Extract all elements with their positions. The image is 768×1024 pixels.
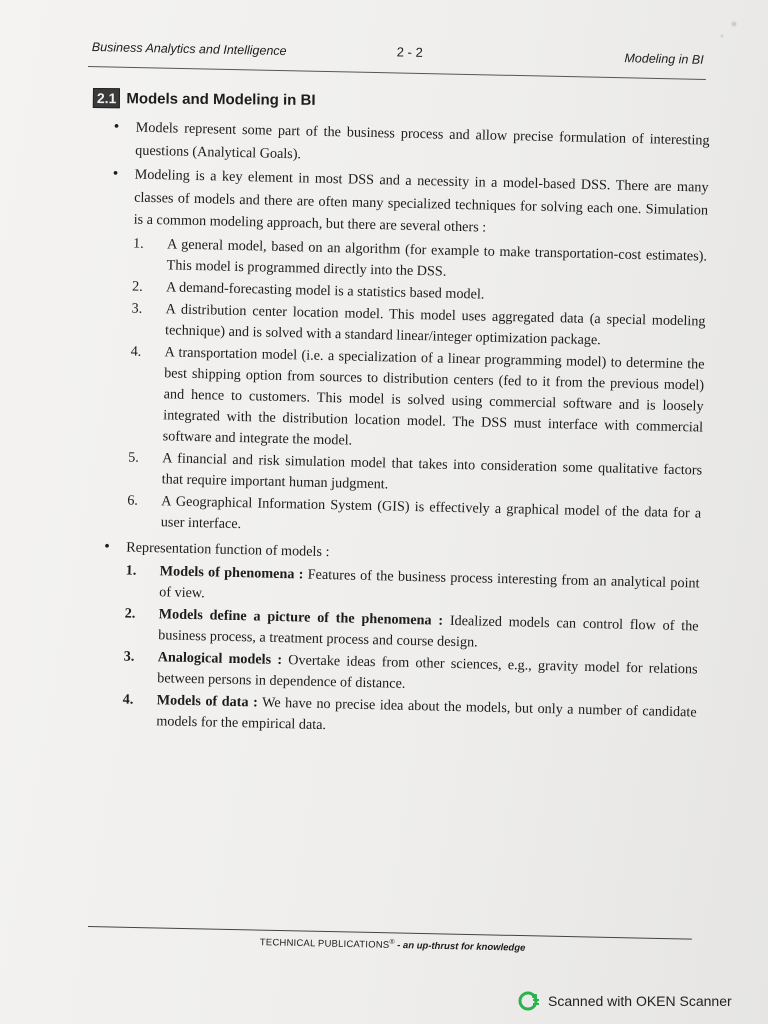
section-number: 2.1 [93,88,121,108]
footer-publisher: TECHNICAL PUBLICATIONS [259,937,390,951]
model-list-item [129,341,705,459]
list-number: 4. [122,691,134,708]
header-book-title: Business Analytics and Intelligence [91,39,287,59]
term: Models define a picture of the phenomena : [158,606,444,629]
bullet-dot: • [113,118,120,136]
list-text: A general model, based on an algorithm (for example to make transportation-cost estimates). This model is programmed directly into the DSS. [166,235,708,280]
bullet-dot: • [104,537,111,555]
list-number: 2. [124,605,136,622]
section-title: Models and Modeling in BI [126,89,316,109]
list-number: 4. [130,343,142,360]
footer-tagline: - an up-thrust for knowledge [394,939,526,954]
list-text: A demand-forecasting model is a statistics based model. [165,278,485,303]
list-text: A transportation model (i.e. a specialization of a linear programming model) to determine the best shipping option from sources to distribution centers (fed to it from the previous model) and hence to customers. This model is solved using commercial software and is loosely integrated with the distribution location model. The DSS must interface with commercial software and integrate the model. [162,343,705,449]
term: Models of phenomena : [159,563,304,583]
list-text: A distribution center location model. This model uses aggregated data (a special modeling technique) and is solved with a standard linear/integer optimization package. [164,300,706,348]
model-list [127,233,708,545]
list-text: Features of the business process interesting from an analytical point of view. [159,566,700,602]
bullet-text: Models represent some part of the business process and allow precise formulation of interesting questions (Analytical Goals). [135,119,710,162]
list-number: 3. [131,300,143,317]
list-text: A financial and risk simulation model that takes into consideration some qualitative factors that require important human judgment. [161,449,703,492]
scanner-label: Scanned with OKEN Scanner [548,993,732,1009]
page-footer [260,936,526,954]
list-text: We have no precise idea about the models, but only a number of candidate models for the empirical data. [156,694,697,734]
bullet-item [107,163,708,244]
list-text: Idealized models can control flow of the business process, a treatment process and course design. [158,612,699,651]
list-number: 3. [123,648,135,665]
list-text: Overtake ideas from other sciences, e.g., gravity model for relations between persons in dependence of distance. [157,652,698,692]
oken-scanner-logo-icon [518,990,540,1012]
header-page-number: 2 - 2 [396,44,423,60]
representation-heading: Representation function of models : [126,538,330,560]
page-header [91,38,703,77]
registered-mark: ® [389,938,395,946]
section-heading [93,88,316,110]
term: Analogical models : [157,649,283,669]
list-text: A Geographical Information System (GIS) is effectively a graphical model of the data for a user interface. [160,492,702,532]
scanner-watermark [518,990,732,1012]
list-number: 6. [127,491,139,509]
term: Models of data : [156,692,258,711]
scan-dust [710,8,750,48]
list-number: 1. [125,562,137,579]
representation-list [122,560,700,744]
list-number: 1. [132,235,144,252]
header-chapter-title: Modeling in BI [624,51,704,67]
body-text [96,116,710,748]
list-number: 5. [128,449,140,466]
bullet-dot: • [112,165,119,183]
footer-rule [88,926,692,940]
list-number: 2. [131,278,143,295]
bullet-text: Modeling is a key element in most DSS and a necessity in a model-based DSS. There are many classes of models and there are often many specialized techniques for solving each one. Simulation is a common modeling approach, but there are several others : [133,166,709,236]
